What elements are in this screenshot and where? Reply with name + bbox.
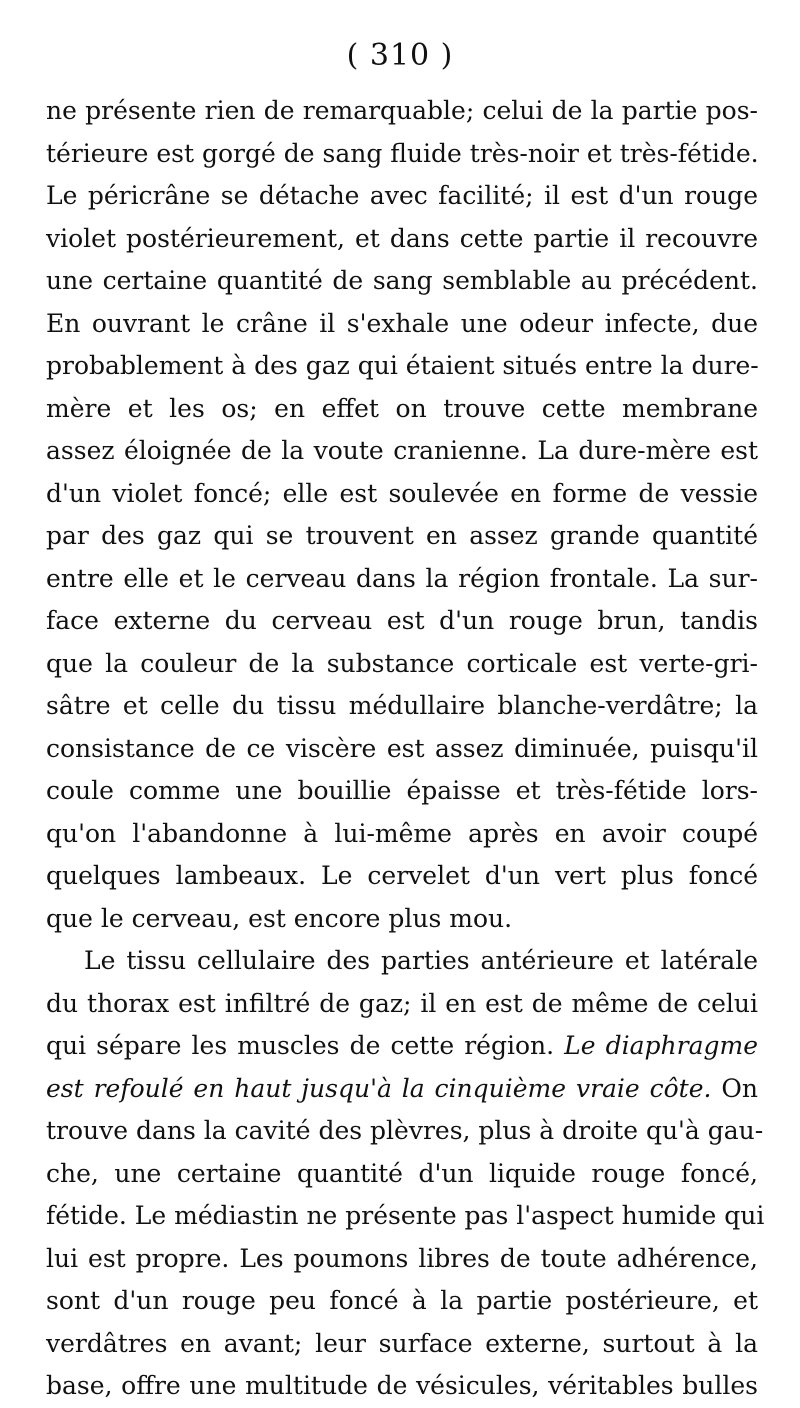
text-line-mixed bbox=[46, 1025, 758, 1068]
text-line: probablement à des gaz qui étaient situés entre la dure- bbox=[46, 351, 759, 380]
text-line: entre elle et le cerveau dans la région frontale. La sur- bbox=[46, 563, 758, 593]
text-line: consistance de ce viscère est assez diminuée, puisqu'il bbox=[46, 733, 758, 763]
text-span: On bbox=[721, 1073, 758, 1103]
text-line: assez éloignée de la voute cranienne. La dure-mère est bbox=[46, 436, 758, 465]
text-line: Le tissu cellulaire des parties antérieure et latérale bbox=[84, 946, 758, 975]
text-line: violet postérieurement, et dans cette partie il recouvre bbox=[46, 223, 758, 253]
text-line: coule comme une bouillie épaisse et très-fétide lors- bbox=[46, 776, 758, 805]
text-line: che, une certaine quantité d'un liquide rouge foncé, bbox=[46, 1158, 758, 1188]
text-line: d'un violet foncé; elle est soulevée en forme de vessie bbox=[46, 478, 758, 508]
text-line: que le cerveau, est encore plus mou. bbox=[46, 903, 513, 933]
italic-span: est refoulé en haut jusqu'à la cinquième vraie côte. bbox=[46, 1073, 712, 1103]
text-line: mère et les os; en effet on trouve cette membrane bbox=[46, 393, 758, 423]
text-line: sont d'un rouge peu foncé à la partie postérieure, et bbox=[46, 1286, 758, 1315]
text-line: ne présente rien de remarquable; celui de la partie pos- bbox=[46, 96, 758, 125]
text-line: une certaine quantité de sang semblable au précédent. bbox=[46, 266, 758, 295]
text-line: térieure est gorgé de sang fluide très-noir et très-fétide. bbox=[46, 138, 759, 168]
text-span: qui sépare les muscles de cette région. bbox=[46, 1031, 555, 1060]
text-line: lui est propre. Les poumons libres de toute adhérence, bbox=[46, 1243, 758, 1273]
text-line: du thorax est infiltré de gaz; il en est de même de celui bbox=[46, 988, 758, 1018]
text-line: quelques lambeaux. Le cervelet d'un vert plus foncé bbox=[46, 861, 758, 890]
text-line: fétide. Le médiastin ne présente pas l'aspect humide qui bbox=[46, 1201, 765, 1230]
text-line: base, offre une multitude de vésicules, véritables bulles bbox=[46, 1371, 758, 1400]
text-line-mixed bbox=[46, 1068, 758, 1111]
text-line: qu'on l'abandonne à lui-même après en avoir coupé bbox=[46, 818, 758, 848]
body-text bbox=[46, 90, 765, 1408]
text-line: sâtre et celle du tissu médullaire blanche-verdâtre; la bbox=[46, 691, 758, 720]
text-line: Le péricrâne se détache avec facilité; il est d'un rouge bbox=[46, 181, 758, 210]
text-line: En ouvrant le crâne il s'exhale une odeur infecte, due bbox=[46, 308, 758, 338]
text-line: que la couleur de la substance corticale est verte-gri- bbox=[46, 648, 758, 678]
page-number: ( 310 ) bbox=[346, 38, 454, 73]
text-line: par des gaz qui se trouvent en assez grande quantité bbox=[46, 521, 758, 550]
text-line: face externe du cerveau est d'un rouge brun, tandis bbox=[46, 606, 758, 635]
text-line: trouve dans la cavité des plèvres, plus à droite qu'à gau- bbox=[46, 1116, 764, 1145]
italic-span: Le diaphragme bbox=[564, 1031, 759, 1060]
text-line: verdâtres en avant; leur surface externe, surtout à la bbox=[46, 1328, 758, 1358]
